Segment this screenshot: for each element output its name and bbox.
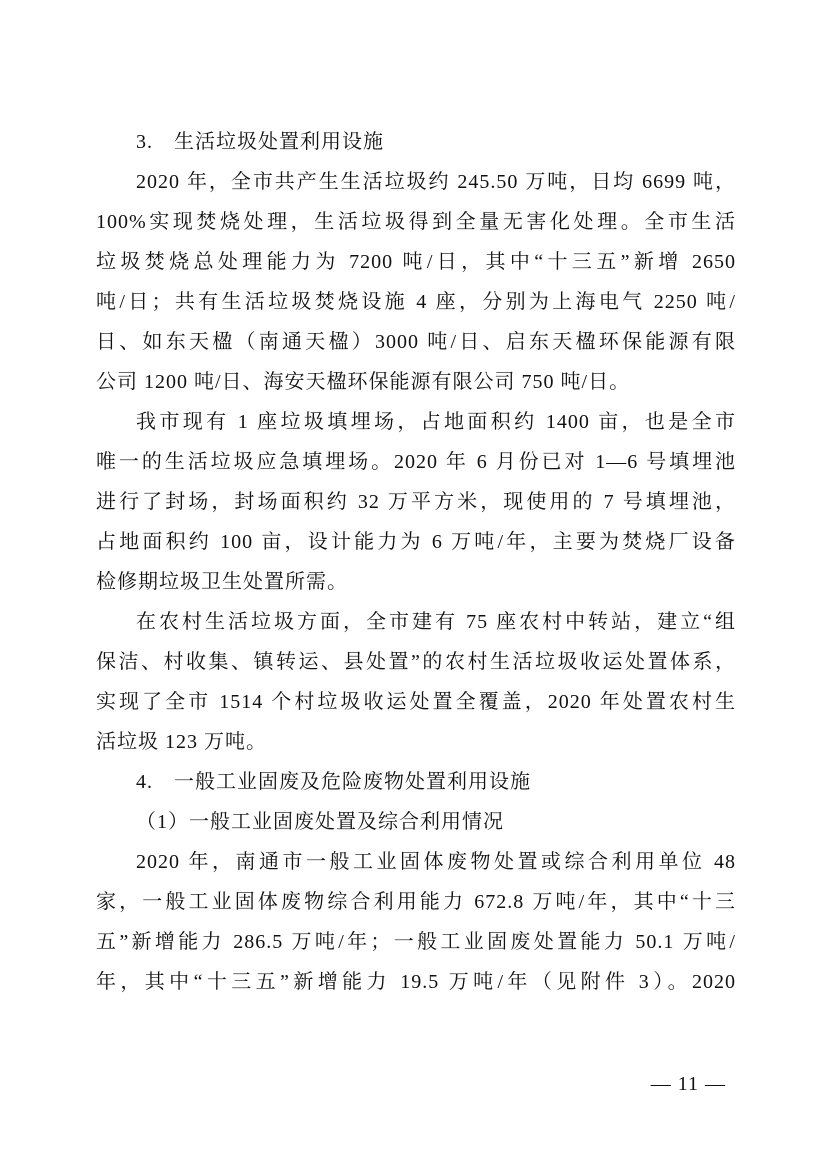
text-line: 活垃圾 123 万吨。 — [96, 731, 267, 753]
text-line: 2020 年，全市共产生生活垃圾约 245.50 万吨，日均 6699 吨， — [136, 171, 736, 193]
text-line: 垃圾焚烧总处理能力为 7200 吨/日，其中“十三五”新增 2650 — [96, 251, 736, 273]
text-line: 100%实现焚烧处理，生活垃圾得到全量无害化处理。全市生活 — [96, 211, 736, 233]
text-line: 家，一般工业固体废物综合利用能力 672.8 万吨/年，其中“十三 — [96, 891, 736, 913]
text-line: 我市现有 1 座垃圾填埋场，占地面积约 1400 亩，也是全市 — [136, 411, 736, 433]
page-number — [651, 1068, 726, 1100]
page-number-label: — 11 — — [650, 1073, 726, 1095]
text-line: 进行了封场，封场面积约 32 万平方米，现使用的 7 号填埋池， — [96, 491, 736, 513]
document-body — [96, 122, 736, 1002]
text-line: 公司 1200 吨/日、海安天楹环保能源有限公司 750 吨/日。 — [96, 371, 631, 393]
text-line: 保洁、村收集、镇转运、县处置”的农村生活垃圾收运处置体系， — [96, 651, 736, 673]
text-line: 五”新增能力 286.5 万吨/年；一般工业固废处置能力 50.1 万吨/ — [96, 931, 736, 953]
section-heading: 4. 一般工业固废及危险废物处置利用设施 — [136, 771, 531, 793]
text-line: 唯一的生活垃圾应急填埋场。2020 年 6 月份已对 1—6 号填埋池 — [96, 451, 736, 473]
text-line: 占地面积约 100 亩，设计能力为 6 万吨/年，主要为焚烧厂设备 — [96, 531, 736, 553]
sub-heading: （1）一般工业固废处置及综合利用情况 — [136, 811, 504, 833]
text-line: 吨/日；共有生活垃圾焚烧设施 4 座，分别为上海电气 2250 吨/ — [96, 291, 736, 313]
section-heading: 3. 生活垃圾处置利用设施 — [136, 131, 384, 153]
text-line: 实现了全市 1514 个村垃圾收运处置全覆盖，2020 年处置农村生 — [96, 691, 736, 713]
text-line: 在农村生活垃圾方面，全市建有 75 座农村中转站，建立“组 — [136, 611, 736, 633]
text-line: 日、如东天楹（南通天楹）3000 吨/日、启东天楹环保能源有限 — [96, 331, 736, 353]
text-line: 年，其中“十三五”新增能力 19.5 万吨/年（见附件 3）。2020 — [96, 971, 736, 993]
text-line: 检修期垃圾卫生处置所需。 — [96, 571, 348, 593]
text-line: 2020 年，南通市一般工业固体废物处置或综合利用单位 48 — [136, 851, 736, 873]
